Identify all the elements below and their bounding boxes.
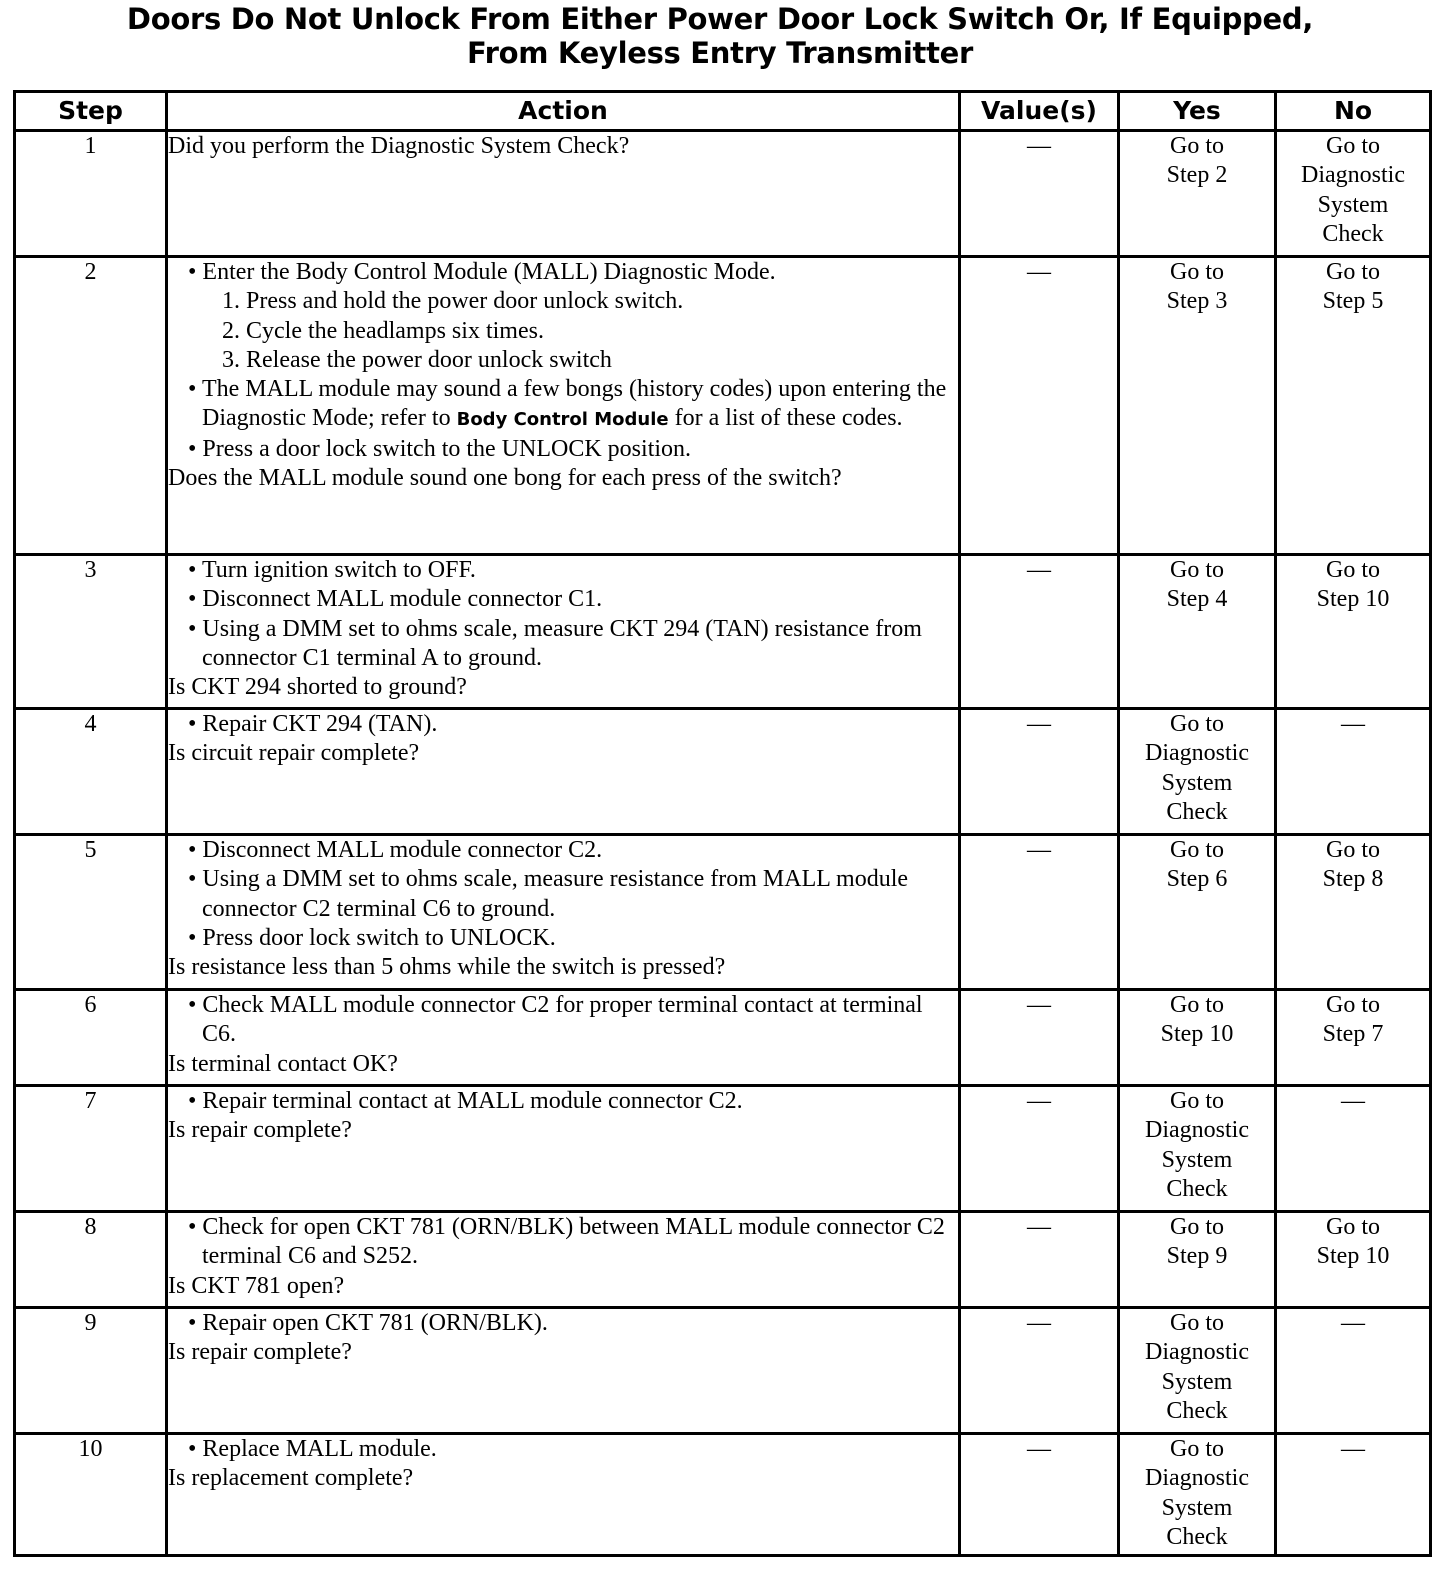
action-cell	[167, 1212, 960, 1308]
action-question	[168, 1272, 958, 1301]
yes-cell	[1119, 1212, 1276, 1308]
step-number: 3	[15, 555, 167, 709]
no-outcome-line: —	[1341, 1436, 1365, 1462]
no-cell	[1276, 1212, 1431, 1308]
action-text: • Disconnect MALL module connector C2.	[188, 837, 603, 863]
step-number: 5	[15, 835, 167, 990]
no-outcome-line: Check	[1322, 220, 1384, 247]
action-text: Is repair complete?	[168, 1117, 352, 1144]
action-bullet	[168, 435, 958, 464]
yes-outcome-line: Go to	[1170, 1436, 1224, 1462]
no-outcome-line: Go to	[1326, 133, 1380, 159]
value-cell: —	[960, 709, 1119, 835]
yes-outcome-line: Go to	[1170, 557, 1224, 583]
table-row	[15, 131, 1431, 257]
yes-outcome-line: Go to	[1170, 133, 1224, 159]
no-outcome-line: Step 7	[1322, 1021, 1384, 1048]
action-question	[168, 1464, 958, 1493]
title-line-2: From Keyless Entry Transmitter	[466, 36, 974, 70]
yes-outcome-line: Step 4	[1166, 586, 1228, 613]
action-text: • Press door lock switch to UNLOCK.	[188, 924, 556, 951]
yes-outcome-line: Step 10	[1160, 1021, 1234, 1048]
yes-outcome-line: Diagnostic	[1145, 740, 1249, 767]
action-text: 2. Cycle the headlamps six times.	[222, 317, 544, 344]
value-cell: —	[960, 835, 1119, 990]
header-values: Value(s)	[960, 92, 1119, 131]
yes-outcome-line: Go to	[1170, 1310, 1224, 1336]
yes-cell	[1119, 257, 1276, 555]
step-number: 9	[15, 1308, 167, 1434]
yes-cell	[1119, 1434, 1276, 1556]
header-no: No	[1276, 92, 1431, 131]
action-bullet	[168, 924, 958, 953]
action-bullet	[168, 375, 958, 435]
action-bullet	[168, 836, 958, 865]
value-cell: —	[960, 1086, 1119, 1212]
action-text: • Using a DMM set to ohms scale, measure CKT 294 (TAN) resistance from connector C1 terminal A to ground.	[188, 615, 922, 671]
action-text: Is replacement complete?	[168, 1465, 414, 1492]
action-text: • Check MALL module connector C2 for proper terminal contact at terminal C6.	[188, 992, 923, 1048]
yes-outcome-line: Diagnostic	[1145, 1465, 1249, 1492]
no-outcome-line: —	[1341, 1310, 1365, 1336]
action-text: • Disconnect MALL module connector C1.	[188, 586, 603, 613]
action-text: Is CKT 781 open?	[168, 1272, 345, 1299]
action-text: • The MALL module may sound a few bongs (history codes) upon entering the Diagnostic Mode; refer to	[188, 376, 947, 432]
action-text: • Turn ignition switch to OFF.	[188, 557, 476, 583]
no-cell	[1276, 555, 1431, 709]
action-bullet	[168, 865, 958, 924]
yes-cell	[1119, 131, 1276, 257]
action-bullet	[168, 710, 958, 739]
action-question	[168, 132, 958, 161]
no-outcome-line: Go to	[1326, 837, 1380, 863]
action-cell	[167, 1434, 960, 1556]
action-cell	[167, 1086, 960, 1212]
value-cell: —	[960, 257, 1119, 555]
table-row	[15, 257, 1431, 555]
step-number: 8	[15, 1212, 167, 1308]
yes-outcome-line: Go to	[1170, 1088, 1224, 1114]
table-row	[15, 709, 1431, 835]
yes-cell	[1119, 1308, 1276, 1434]
value-cell: —	[960, 1308, 1119, 1434]
yes-outcome-line: Step 3	[1166, 288, 1228, 315]
action-question	[168, 739, 958, 768]
header-yes: Yes	[1119, 92, 1276, 131]
action-substep	[168, 346, 958, 375]
action-text: • Enter the Body Control Module (MALL) Diagnostic Mode.	[188, 259, 776, 285]
table-header-row	[15, 92, 1431, 131]
yes-outcome-line: Step 6	[1166, 866, 1228, 893]
step-number: 1	[15, 131, 167, 257]
yes-outcome-line: Check	[1166, 1397, 1228, 1424]
title-line-1: Doors Do Not Unlock From Either Power Door Lock Switch Or, If Equipped,	[126, 2, 1314, 36]
yes-cell	[1119, 835, 1276, 990]
action-bullet	[168, 991, 958, 1050]
step-number: 4	[15, 709, 167, 835]
action-cell	[167, 990, 960, 1086]
reference-link[interactable]: Body Control Module	[456, 409, 669, 431]
table-row	[15, 1434, 1431, 1556]
yes-cell	[1119, 555, 1276, 709]
action-question	[168, 673, 958, 702]
action-bullet	[168, 1087, 958, 1116]
yes-outcome-line: Check	[1166, 1175, 1228, 1202]
yes-outcome-line: Step 2	[1166, 162, 1228, 189]
action-bullet	[168, 615, 958, 674]
action-cell	[167, 835, 960, 990]
action-bullet	[168, 1309, 958, 1338]
action-text: • Check for open CKT 781 (ORN/BLK) between MALL module connector C2 terminal C6 and S252.	[188, 1214, 945, 1270]
action-question	[168, 1116, 958, 1145]
action-question	[168, 953, 958, 982]
step-number: 7	[15, 1086, 167, 1212]
no-outcome-line: Step 5	[1322, 288, 1384, 315]
action-cell	[167, 1308, 960, 1434]
action-substep	[168, 317, 958, 346]
action-text: Is CKT 294 shorted to ground?	[168, 674, 467, 701]
step-number: 2	[15, 257, 167, 555]
no-outcome-line: System	[1317, 191, 1389, 218]
no-cell	[1276, 709, 1431, 835]
yes-outcome-line: Go to	[1170, 992, 1224, 1018]
action-text: • Using a DMM set to ohms scale, measure resistance from MALL module connector C2 terminal C6 to ground.	[188, 866, 909, 922]
no-cell	[1276, 1308, 1431, 1434]
header-action: Action	[167, 92, 960, 131]
no-outcome-line: —	[1341, 1088, 1365, 1114]
yes-outcome-line: Go to	[1170, 259, 1224, 285]
action-cell	[167, 555, 960, 709]
no-outcome-line: Diagnostic	[1301, 162, 1405, 189]
no-cell	[1276, 835, 1431, 990]
action-text: 1. Press and hold the power door unlock switch.	[222, 288, 684, 315]
value-cell: —	[960, 555, 1119, 709]
page-title	[0, 2, 1440, 70]
no-outcome-line: Step 10	[1316, 586, 1390, 613]
action-text: Does the MALL module sound one bong for each press of the switch?	[168, 465, 842, 492]
no-cell	[1276, 1086, 1431, 1212]
no-outcome-line: Go to	[1326, 259, 1380, 285]
action-text: Is terminal contact OK?	[168, 1050, 398, 1077]
table-body	[15, 131, 1431, 1556]
yes-outcome-line: Go to	[1170, 711, 1224, 737]
action-text: Is circuit repair complete?	[168, 740, 420, 767]
table-row	[15, 835, 1431, 990]
no-outcome-line: Go to	[1326, 992, 1380, 1018]
table-row	[15, 1308, 1431, 1434]
step-number: 10	[15, 1434, 167, 1556]
action-text: • Repair open CKT 781 (ORN/BLK).	[188, 1310, 548, 1336]
no-outcome-line: Go to	[1326, 557, 1380, 583]
no-cell	[1276, 131, 1431, 257]
action-cell	[167, 257, 960, 555]
action-text: Is repair complete?	[168, 1339, 352, 1366]
no-outcome-line: Go to	[1326, 1214, 1380, 1240]
yes-cell	[1119, 990, 1276, 1086]
action-text: 3. Release the power door unlock switch	[222, 346, 612, 373]
action-bullet	[168, 258, 958, 287]
action-substep	[168, 287, 958, 316]
action-text: • Repair CKT 294 (TAN).	[188, 711, 438, 737]
yes-outcome-line: System	[1161, 1494, 1233, 1521]
no-cell	[1276, 990, 1431, 1086]
action-text: • Repair terminal contact at MALL module connector C2.	[188, 1088, 743, 1114]
step-number: 6	[15, 990, 167, 1086]
yes-outcome-line: Go to	[1170, 837, 1224, 863]
no-outcome-line: Step 10	[1316, 1243, 1390, 1270]
no-outcome-line: Step 8	[1322, 866, 1384, 893]
no-cell	[1276, 1434, 1431, 1556]
value-cell: —	[960, 990, 1119, 1086]
yes-outcome-line: System	[1161, 769, 1233, 796]
no-cell	[1276, 257, 1431, 555]
table-row	[15, 990, 1431, 1086]
yes-outcome-line: System	[1161, 1368, 1233, 1395]
action-text: • Replace MALL module.	[188, 1436, 437, 1462]
yes-outcome-line: Diagnostic	[1145, 1339, 1249, 1366]
value-cell: —	[960, 1434, 1119, 1556]
action-text: • Press a door lock switch to the UNLOCK position.	[188, 435, 692, 462]
yes-outcome-line: System	[1161, 1146, 1233, 1173]
no-outcome-line: —	[1341, 711, 1365, 737]
action-question	[168, 464, 958, 493]
action-text: Is resistance less than 5 ohms while the switch is pressed?	[168, 954, 726, 981]
table-row	[15, 1086, 1431, 1212]
action-cell	[167, 709, 960, 835]
yes-outcome-line: Check	[1166, 798, 1228, 825]
value-cell: —	[960, 131, 1119, 257]
yes-cell	[1119, 1086, 1276, 1212]
action-question	[168, 1050, 958, 1079]
yes-outcome-line: Go to	[1170, 1214, 1224, 1240]
action-text: for a list of these codes.	[668, 405, 903, 432]
diagnostic-table	[13, 90, 1432, 1557]
value-cell: —	[960, 1212, 1119, 1308]
action-text: Did you perform the Diagnostic System Check?	[168, 133, 630, 159]
action-bullet	[168, 585, 958, 614]
action-cell	[167, 131, 960, 257]
action-bullet	[168, 1435, 958, 1464]
table-row	[15, 555, 1431, 709]
action-bullet	[168, 1213, 958, 1272]
action-question	[168, 1338, 958, 1367]
yes-outcome-line: Step 9	[1166, 1243, 1228, 1270]
table-row	[15, 1212, 1431, 1308]
action-bullet	[168, 556, 958, 585]
yes-outcome-line: Diagnostic	[1145, 1117, 1249, 1144]
yes-outcome-line: Check	[1166, 1523, 1228, 1550]
header-step: Step	[15, 92, 167, 131]
yes-cell	[1119, 709, 1276, 835]
